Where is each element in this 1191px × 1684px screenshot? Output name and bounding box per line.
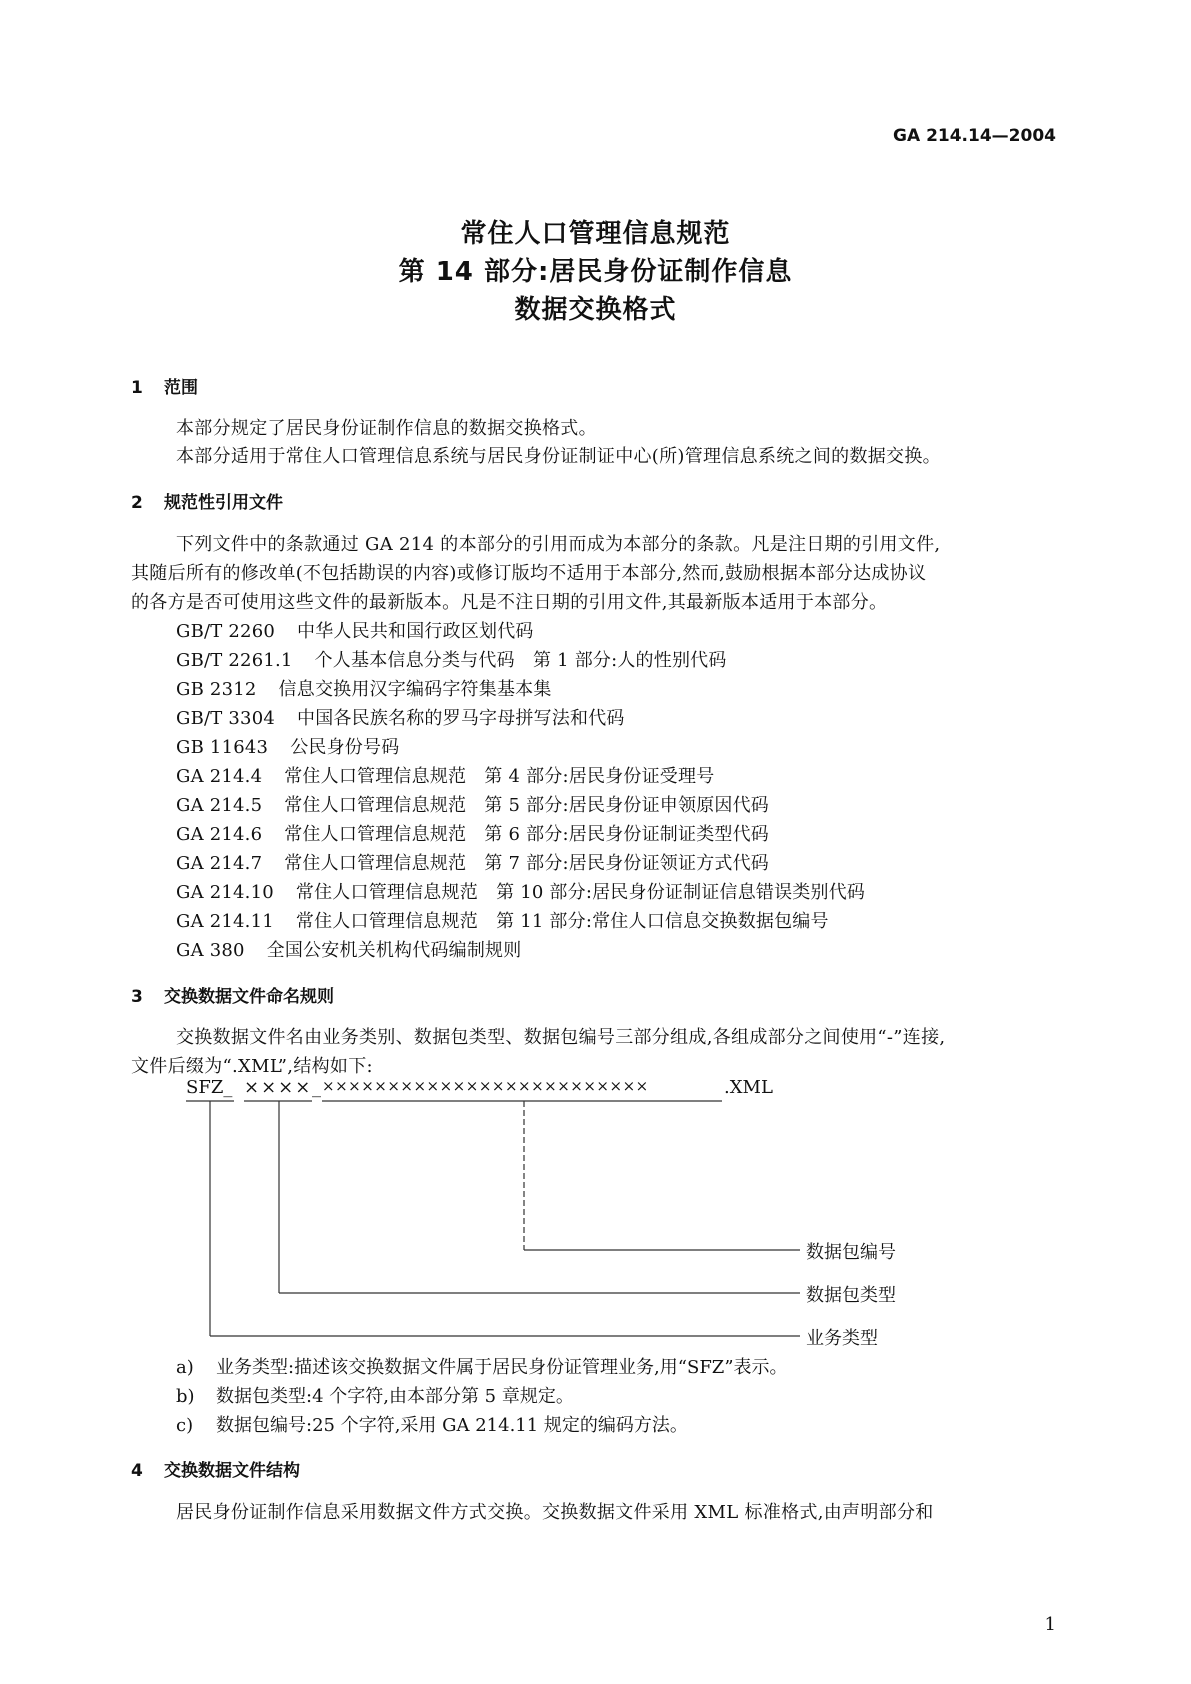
file-name-prefix: SFZ_ xyxy=(186,1077,233,1098)
document-title-line-1: 常住人口管理信息规范 xyxy=(460,219,731,249)
reference-code: GB/T 2260 xyxy=(176,621,276,642)
label-package-number: 数据包编号 xyxy=(806,1242,896,1263)
reference-title: 常住人口管理信息规范 第 5 部分:居民身份证申领原因代码 xyxy=(284,795,769,816)
reference-code: GA 214.10 xyxy=(176,882,274,903)
section-4-heading xyxy=(131,1456,300,1481)
reference-title: 中华人民共和国行政区划代码 xyxy=(297,621,534,642)
reference-title: 个人基本信息分类与代码 第 1 部分:人的性别代码 xyxy=(314,650,727,671)
reference-code: GA 214.7 xyxy=(176,853,263,874)
reference-code: GB/T 3304 xyxy=(176,708,276,729)
section-number: 4 xyxy=(131,1461,143,1481)
list-item-marker: c) xyxy=(176,1415,194,1436)
reference-title: 常住人口管理信息规范 第 6 部分:居民身份证制证类型代码 xyxy=(284,824,769,845)
document-title-line-3: 数据交换格式 xyxy=(514,295,677,325)
section-2-paragraph-line-3: 的各方是否可使用这些文件的最新版本。凡是不注日期的引用文件,其最新版本适用于本部分。 xyxy=(131,592,888,613)
document-title-line-2: 第 14 部分:居民身份证制作信息 xyxy=(398,257,793,287)
reference-title: 常住人口管理信息规范 第 10 部分:居民身份证制证信息错误类别代码 xyxy=(295,882,866,903)
reference-title: 公民身份号码 xyxy=(290,737,400,758)
file-name-type-mask: ×××× xyxy=(244,1077,313,1098)
label-business-type: 业务类型 xyxy=(806,1328,878,1349)
list-item xyxy=(176,1411,688,1437)
section-title: 规范性引用文件 xyxy=(164,493,283,513)
list-item xyxy=(176,1382,574,1408)
section-3-paragraph-line-1: 交换数据文件名由业务类别、数据包类型、数据包编号三部分组成,各组成部分之间使用“-”连接, xyxy=(176,1027,946,1048)
section-4-paragraph-line-1: 居民身份证制作信息采用数据文件方式交换。交换数据文件采用 XML 标准格式,由声明部分和 xyxy=(176,1502,934,1523)
reference-code: GB 2312 xyxy=(176,679,257,700)
section-1-paragraph-2: 本部分适用于常住人口管理信息系统与居民身份证制证中心(所)管理信息系统之间的数据交换。 xyxy=(176,446,941,467)
section-title: 交换数据文件命名规则 xyxy=(164,987,334,1007)
list-item-text: 数据包类型:4 个字符,由本部分第 5 章规定。 xyxy=(216,1386,574,1407)
reference-code: GB 11643 xyxy=(176,737,269,758)
file-name-number-mask: ××××××××××××××××××××××××× xyxy=(322,1077,649,1095)
list-item-text: 数据包编号:25 个字符,采用 GA 214.11 规定的编码方法。 xyxy=(216,1415,688,1436)
section-title: 交换数据文件结构 xyxy=(164,1461,300,1481)
reference-code: GA 380 xyxy=(176,940,245,961)
section-number: 3 xyxy=(131,987,143,1007)
list-item xyxy=(176,1353,788,1379)
section-2-paragraph-line-2: 其随后所有的修改单(不包括勘误的内容)或修订版均不适用于本部分,然而,鼓励根据本部分达成协议 xyxy=(131,563,927,584)
label-package-type: 数据包类型 xyxy=(806,1285,896,1306)
section-2-paragraph-line-1: 下列文件中的条款通过 GA 214 的本部分的引用而成为本部分的条款。凡是注日期的引用文件, xyxy=(176,534,941,555)
standard-number: GA 214.14—2004 xyxy=(893,126,1056,146)
section-number: 2 xyxy=(131,493,143,513)
section-number: 1 xyxy=(131,378,143,398)
reference-code: GA 214.11 xyxy=(176,911,274,932)
page-number: 1 xyxy=(1044,1614,1056,1635)
section-1-paragraph-1: 本部分规定了居民身份证制作信息的数据交换格式。 xyxy=(176,418,597,439)
reference-title: 全国公安机关机构代码编制规则 xyxy=(266,940,522,961)
list-item-text: 业务类型:描述该交换数据文件属于居民身份证管理业务,用“SFZ”表示。 xyxy=(216,1357,788,1378)
reference-title: 常住人口管理信息规范 第 7 部分:居民身份证领证方式代码 xyxy=(284,853,769,874)
list-item-marker: b) xyxy=(176,1386,195,1407)
section-title: 范围 xyxy=(164,378,198,398)
reference-title: 常住人口管理信息规范 第 4 部分:居民身份证受理号 xyxy=(284,766,715,787)
reference-title: 常住人口管理信息规范 第 11 部分:常住人口信息交换数据包编号 xyxy=(295,911,829,932)
reference-code: GB/T 2261.1 xyxy=(176,650,293,671)
list-item-marker: a) xyxy=(176,1357,194,1378)
reference-code: GA 214.5 xyxy=(176,795,263,816)
reference-code: GA 214.6 xyxy=(176,824,263,845)
reference-title: 中国各民族名称的罗马字母拼写法和代码 xyxy=(297,708,625,729)
reference-title: 信息交换用汉字编码字符集基本集 xyxy=(278,679,552,700)
file-name-underscore: _ xyxy=(312,1077,321,1098)
section-3-paragraph-line-2: 文件后缀为“.XML”,结构如下: xyxy=(131,1056,373,1077)
reference-code: GA 214.4 xyxy=(176,766,263,787)
file-name-suffix: .XML xyxy=(724,1077,773,1098)
